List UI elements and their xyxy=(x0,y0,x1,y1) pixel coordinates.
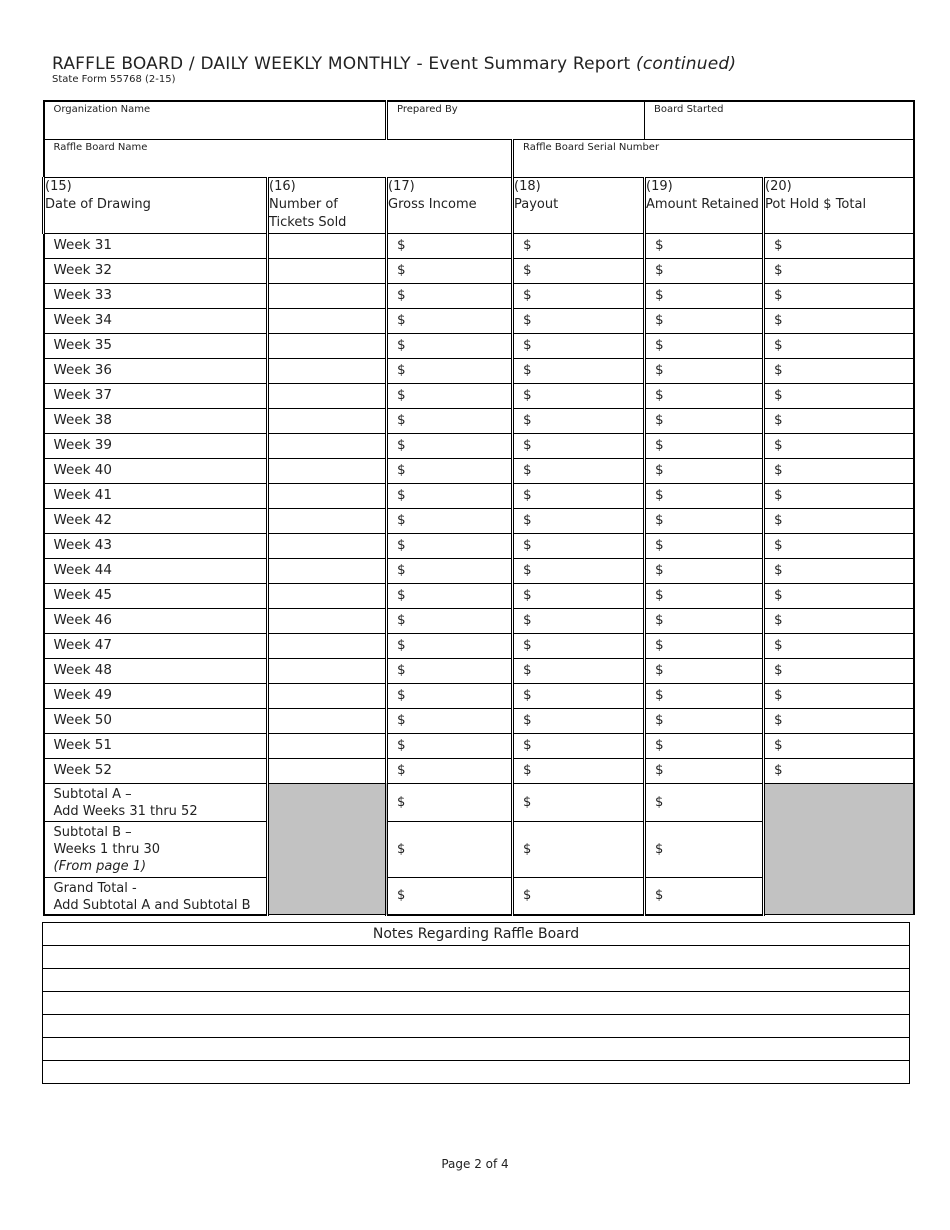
payout-cell[interactable]: $ xyxy=(513,283,645,308)
week-row xyxy=(44,583,914,608)
week-label: Week 34 xyxy=(44,308,268,333)
tickets-sold-cell[interactable] xyxy=(268,483,387,508)
amount-retained-cell[interactable]: $ xyxy=(645,258,764,283)
tickets-sold-cell[interactable] xyxy=(268,733,387,758)
pot-hold-cell[interactable]: $ xyxy=(764,283,914,308)
amount-retained-cell[interactable]: $ xyxy=(645,408,764,433)
week-row xyxy=(44,358,914,383)
grand-total-amount-retained[interactable]: $ xyxy=(645,877,764,915)
week-label: Week 40 xyxy=(44,458,268,483)
subtotal-a-label xyxy=(44,783,268,821)
tickets-sold-cell[interactable] xyxy=(268,233,387,258)
gross-income-cell[interactable]: $ xyxy=(387,608,513,633)
col-label: Pot Hold $ Total xyxy=(765,196,867,212)
amount-retained-cell[interactable]: $ xyxy=(645,533,764,558)
tickets-sold-cell[interactable] xyxy=(268,558,387,583)
week-row xyxy=(44,383,914,408)
notes-line[interactable] xyxy=(43,1038,910,1061)
amount-retained-cell[interactable]: $ xyxy=(645,558,764,583)
serial-number-field[interactable] xyxy=(513,139,914,177)
grand-total-label xyxy=(44,877,268,915)
pot-hold-cell[interactable]: $ xyxy=(764,733,914,758)
payout-cell[interactable]: $ xyxy=(513,708,645,733)
gross-income-cell[interactable]: $ xyxy=(387,283,513,308)
week-row xyxy=(44,658,914,683)
col-header-payout xyxy=(513,177,645,233)
gross-income-cell[interactable]: $ xyxy=(387,333,513,358)
week-row xyxy=(44,458,914,483)
tickets-sold-cell[interactable] xyxy=(268,433,387,458)
form-title-suffix: (continued) xyxy=(636,54,737,74)
payout-cell[interactable]: $ xyxy=(513,383,645,408)
col-label: Gross Income xyxy=(388,196,477,212)
amount-retained-cell[interactable]: $ xyxy=(645,683,764,708)
amount-retained-cell[interactable]: $ xyxy=(645,633,764,658)
week-row xyxy=(44,558,914,583)
payout-cell[interactable]: $ xyxy=(513,258,645,283)
week-label: Week 31 xyxy=(44,233,268,258)
week-label: Week 48 xyxy=(44,658,268,683)
payout-cell[interactable]: $ xyxy=(513,408,645,433)
week-row xyxy=(44,633,914,658)
grand-total-line1: Grand Total - xyxy=(53,880,137,896)
col-header-tickets xyxy=(268,177,387,233)
pot-hold-cell[interactable]: $ xyxy=(764,258,914,283)
payout-cell[interactable]: $ xyxy=(513,508,645,533)
week-label: Week 35 xyxy=(44,333,268,358)
gross-income-cell[interactable]: $ xyxy=(387,708,513,733)
week-row xyxy=(44,683,914,708)
grand-total-payout[interactable]: $ xyxy=(513,877,645,915)
payout-cell[interactable]: $ xyxy=(513,633,645,658)
subtotal-b-gross-income[interactable]: $ xyxy=(387,821,513,877)
subtotal-b-line1: Subtotal B – xyxy=(53,824,132,840)
col-header-date xyxy=(44,177,268,233)
pot-hold-cell[interactable]: $ xyxy=(764,358,914,383)
payout-cell[interactable]: $ xyxy=(513,683,645,708)
week-row xyxy=(44,333,914,358)
gross-income-cell[interactable]: $ xyxy=(387,458,513,483)
week-label: Week 37 xyxy=(44,383,268,408)
week-label: Week 33 xyxy=(44,283,268,308)
pot-hold-cell[interactable]: $ xyxy=(764,558,914,583)
gross-income-cell[interactable]: $ xyxy=(387,633,513,658)
pot-hold-cell[interactable]: $ xyxy=(764,333,914,358)
amount-retained-cell[interactable]: $ xyxy=(645,733,764,758)
payout-cell[interactable]: $ xyxy=(513,583,645,608)
tickets-total-shaded-cell xyxy=(268,783,387,915)
amount-retained-cell[interactable]: $ xyxy=(645,758,764,783)
subtotal-b-label xyxy=(44,821,268,877)
payout-cell[interactable]: $ xyxy=(513,333,645,358)
raffle-board-name-label: Raffle Board Name xyxy=(53,141,148,153)
organization-name-label: Organization Name xyxy=(53,104,151,115)
week-label: Week 47 xyxy=(44,633,268,658)
col-label: Amount Retained xyxy=(646,196,759,212)
gross-income-cell[interactable]: $ xyxy=(387,258,513,283)
tickets-sold-cell[interactable] xyxy=(268,458,387,483)
col-label: Payout xyxy=(514,196,559,212)
amount-retained-cell[interactable]: $ xyxy=(645,383,764,408)
col-num: (15) xyxy=(45,178,72,194)
pot-hold-cell[interactable]: $ xyxy=(764,683,914,708)
payout-cell[interactable]: $ xyxy=(513,733,645,758)
subtotal-a-line2: Add Weeks 31 thru 52 xyxy=(53,803,198,819)
payout-cell[interactable]: $ xyxy=(513,433,645,458)
week-row xyxy=(44,408,914,433)
tickets-sold-cell[interactable] xyxy=(268,683,387,708)
payout-cell[interactable]: $ xyxy=(513,608,645,633)
gross-income-cell[interactable]: $ xyxy=(387,658,513,683)
week-row xyxy=(44,508,914,533)
payout-cell[interactable]: $ xyxy=(513,758,645,783)
tickets-sold-cell[interactable] xyxy=(268,633,387,658)
week-label: Week 41 xyxy=(44,483,268,508)
notes-line[interactable] xyxy=(43,1061,910,1084)
gross-income-cell[interactable]: $ xyxy=(387,383,513,408)
pot-hold-cell[interactable]: $ xyxy=(764,583,914,608)
amount-retained-cell[interactable]: $ xyxy=(645,358,764,383)
pot-hold-cell[interactable]: $ xyxy=(764,308,914,333)
payout-cell[interactable]: $ xyxy=(513,233,645,258)
grand-total-gross-income[interactable]: $ xyxy=(387,877,513,915)
amount-retained-cell[interactable]: $ xyxy=(645,458,764,483)
form-number: State Form 55768 (2-15) xyxy=(52,74,176,85)
pot-hold-cell[interactable]: $ xyxy=(764,433,914,458)
week-row xyxy=(44,258,914,283)
gross-income-cell[interactable]: $ xyxy=(387,483,513,508)
col-num: (16) xyxy=(269,178,296,194)
board-started-field[interactable] xyxy=(645,101,914,139)
payout-cell[interactable]: $ xyxy=(513,558,645,583)
tickets-sold-cell[interactable] xyxy=(268,583,387,608)
week-row xyxy=(44,433,914,458)
payout-cell[interactable]: $ xyxy=(513,533,645,558)
tickets-sold-cell[interactable] xyxy=(268,283,387,308)
pot-hold-cell[interactable]: $ xyxy=(764,408,914,433)
pot-hold-cell[interactable]: $ xyxy=(764,608,914,633)
gross-income-cell[interactable]: $ xyxy=(387,308,513,333)
pot-hold-cell[interactable]: $ xyxy=(764,233,914,258)
gross-income-cell[interactable]: $ xyxy=(387,233,513,258)
payout-cell[interactable]: $ xyxy=(513,308,645,333)
column-header-row xyxy=(44,177,914,233)
tickets-sold-cell[interactable] xyxy=(268,708,387,733)
week-row xyxy=(44,483,914,508)
tickets-sold-cell[interactable] xyxy=(268,333,387,358)
subtotal-a-row xyxy=(44,783,914,821)
amount-retained-cell[interactable]: $ xyxy=(645,508,764,533)
week-row xyxy=(44,733,914,758)
col-header-pot-hold xyxy=(764,177,914,233)
week-row xyxy=(44,608,914,633)
subtotal-a-gross-income[interactable]: $ xyxy=(387,783,513,821)
gross-income-cell[interactable]: $ xyxy=(387,558,513,583)
amount-retained-cell[interactable]: $ xyxy=(645,433,764,458)
subtotal-b-amount-retained[interactable]: $ xyxy=(645,821,764,877)
week-label: Week 39 xyxy=(44,433,268,458)
tickets-sold-cell[interactable] xyxy=(268,533,387,558)
tickets-sold-cell[interactable] xyxy=(268,308,387,333)
payout-cell[interactable]: $ xyxy=(513,358,645,383)
pot-hold-cell[interactable]: $ xyxy=(764,533,914,558)
week-rows xyxy=(44,233,914,783)
week-label: Week 46 xyxy=(44,608,268,633)
week-label: Week 38 xyxy=(44,408,268,433)
pot-hold-cell[interactable]: $ xyxy=(764,758,914,783)
week-label: Week 44 xyxy=(44,558,268,583)
payout-cell[interactable]: $ xyxy=(513,458,645,483)
col-num: (17) xyxy=(388,178,415,194)
gross-income-cell[interactable]: $ xyxy=(387,758,513,783)
week-label: Week 45 xyxy=(44,583,268,608)
amount-retained-cell[interactable]: $ xyxy=(645,308,764,333)
week-label: Week 51 xyxy=(44,733,268,758)
col-header-gross-income xyxy=(387,177,513,233)
subtotal-b-line2: Weeks 1 thru 30 xyxy=(53,841,161,857)
subtotal-b-payout[interactable]: $ xyxy=(513,821,645,877)
gross-income-cell[interactable]: $ xyxy=(387,358,513,383)
amount-retained-cell[interactable]: $ xyxy=(645,233,764,258)
pot-hold-cell[interactable]: $ xyxy=(764,708,914,733)
prepared-by-field[interactable] xyxy=(387,101,645,139)
tickets-sold-cell[interactable] xyxy=(268,258,387,283)
notes-line[interactable] xyxy=(43,1015,910,1038)
gross-income-cell[interactable]: $ xyxy=(387,508,513,533)
subtotal-a-payout[interactable]: $ xyxy=(513,783,645,821)
gross-income-cell[interactable]: $ xyxy=(387,683,513,708)
week-label: Week 50 xyxy=(44,708,268,733)
tickets-sold-cell[interactable] xyxy=(268,408,387,433)
col-num: (20) xyxy=(765,178,792,194)
tickets-sold-cell[interactable] xyxy=(268,508,387,533)
week-row xyxy=(44,708,914,733)
summary-table xyxy=(42,100,915,916)
amount-retained-cell[interactable]: $ xyxy=(645,333,764,358)
week-row xyxy=(44,308,914,333)
page-number: Page 2 of 4 xyxy=(441,1157,509,1171)
notes-line[interactable] xyxy=(43,969,910,992)
week-label: Week 42 xyxy=(44,508,268,533)
col-label: Date of Drawing xyxy=(45,196,151,212)
col-header-amount-retained xyxy=(645,177,764,233)
tickets-sold-cell[interactable] xyxy=(268,658,387,683)
gross-income-cell[interactable]: $ xyxy=(387,533,513,558)
amount-retained-cell[interactable]: $ xyxy=(645,708,764,733)
pot-hold-cell[interactable]: $ xyxy=(764,458,914,483)
tickets-sold-cell[interactable] xyxy=(268,608,387,633)
tickets-sold-cell[interactable] xyxy=(268,383,387,408)
amount-retained-cell[interactable]: $ xyxy=(645,608,764,633)
board-started-label: Board Started xyxy=(654,104,724,115)
gross-income-cell[interactable]: $ xyxy=(387,583,513,608)
week-label: Week 32 xyxy=(44,258,268,283)
prepared-by-label: Prepared By xyxy=(397,104,458,115)
notes-title: Notes Regarding Raffle Board xyxy=(43,923,910,946)
amount-retained-cell[interactable]: $ xyxy=(645,583,764,608)
week-row xyxy=(44,283,914,308)
notes-line[interactable] xyxy=(43,946,910,969)
week-row xyxy=(44,233,914,258)
amount-retained-cell[interactable]: $ xyxy=(645,483,764,508)
pot-hold-cell[interactable]: $ xyxy=(764,658,914,683)
serial-number-label: Raffle Board Serial Number xyxy=(523,141,660,153)
pot-hold-total-shaded-cell xyxy=(764,783,914,915)
week-label: Week 52 xyxy=(44,758,268,783)
subtotal-a-line1: Subtotal A – xyxy=(53,786,132,802)
raffle-board-name-field[interactable] xyxy=(44,139,513,177)
col-num: (18) xyxy=(514,178,541,194)
grand-total-line2: Add Subtotal A and Subtotal B xyxy=(53,897,251,913)
gross-income-cell[interactable]: $ xyxy=(387,433,513,458)
form-title-text: RAFFLE BOARD / DAILY WEEKLY MONTHLY - Event Summary Report xyxy=(52,54,631,74)
week-label: Week 49 xyxy=(44,683,268,708)
form-title xyxy=(52,54,736,74)
col-label: Number of Tickets Sold xyxy=(269,196,347,230)
subtotal-b-line3: (From page 1) xyxy=(53,858,147,874)
payout-cell[interactable]: $ xyxy=(513,483,645,508)
amount-retained-cell[interactable]: $ xyxy=(645,658,764,683)
tickets-sold-cell[interactable] xyxy=(268,758,387,783)
col-num: (19) xyxy=(646,178,673,194)
gross-income-cell[interactable]: $ xyxy=(387,408,513,433)
gross-income-cell[interactable]: $ xyxy=(387,733,513,758)
pot-hold-cell[interactable]: $ xyxy=(764,383,914,408)
amount-retained-cell[interactable]: $ xyxy=(645,283,764,308)
notes-line[interactable] xyxy=(43,992,910,1015)
week-row xyxy=(44,758,914,783)
notes-section xyxy=(42,922,910,1084)
week-label: Week 36 xyxy=(44,358,268,383)
week-label: Week 43 xyxy=(44,533,268,558)
pot-hold-cell[interactable]: $ xyxy=(764,508,914,533)
subtotal-a-amount-retained[interactable]: $ xyxy=(645,783,764,821)
tickets-sold-cell[interactable] xyxy=(268,358,387,383)
pot-hold-cell[interactable]: $ xyxy=(764,633,914,658)
organization-name-field[interactable] xyxy=(44,101,387,139)
payout-cell[interactable]: $ xyxy=(513,658,645,683)
pot-hold-cell[interactable]: $ xyxy=(764,483,914,508)
week-row xyxy=(44,533,914,558)
